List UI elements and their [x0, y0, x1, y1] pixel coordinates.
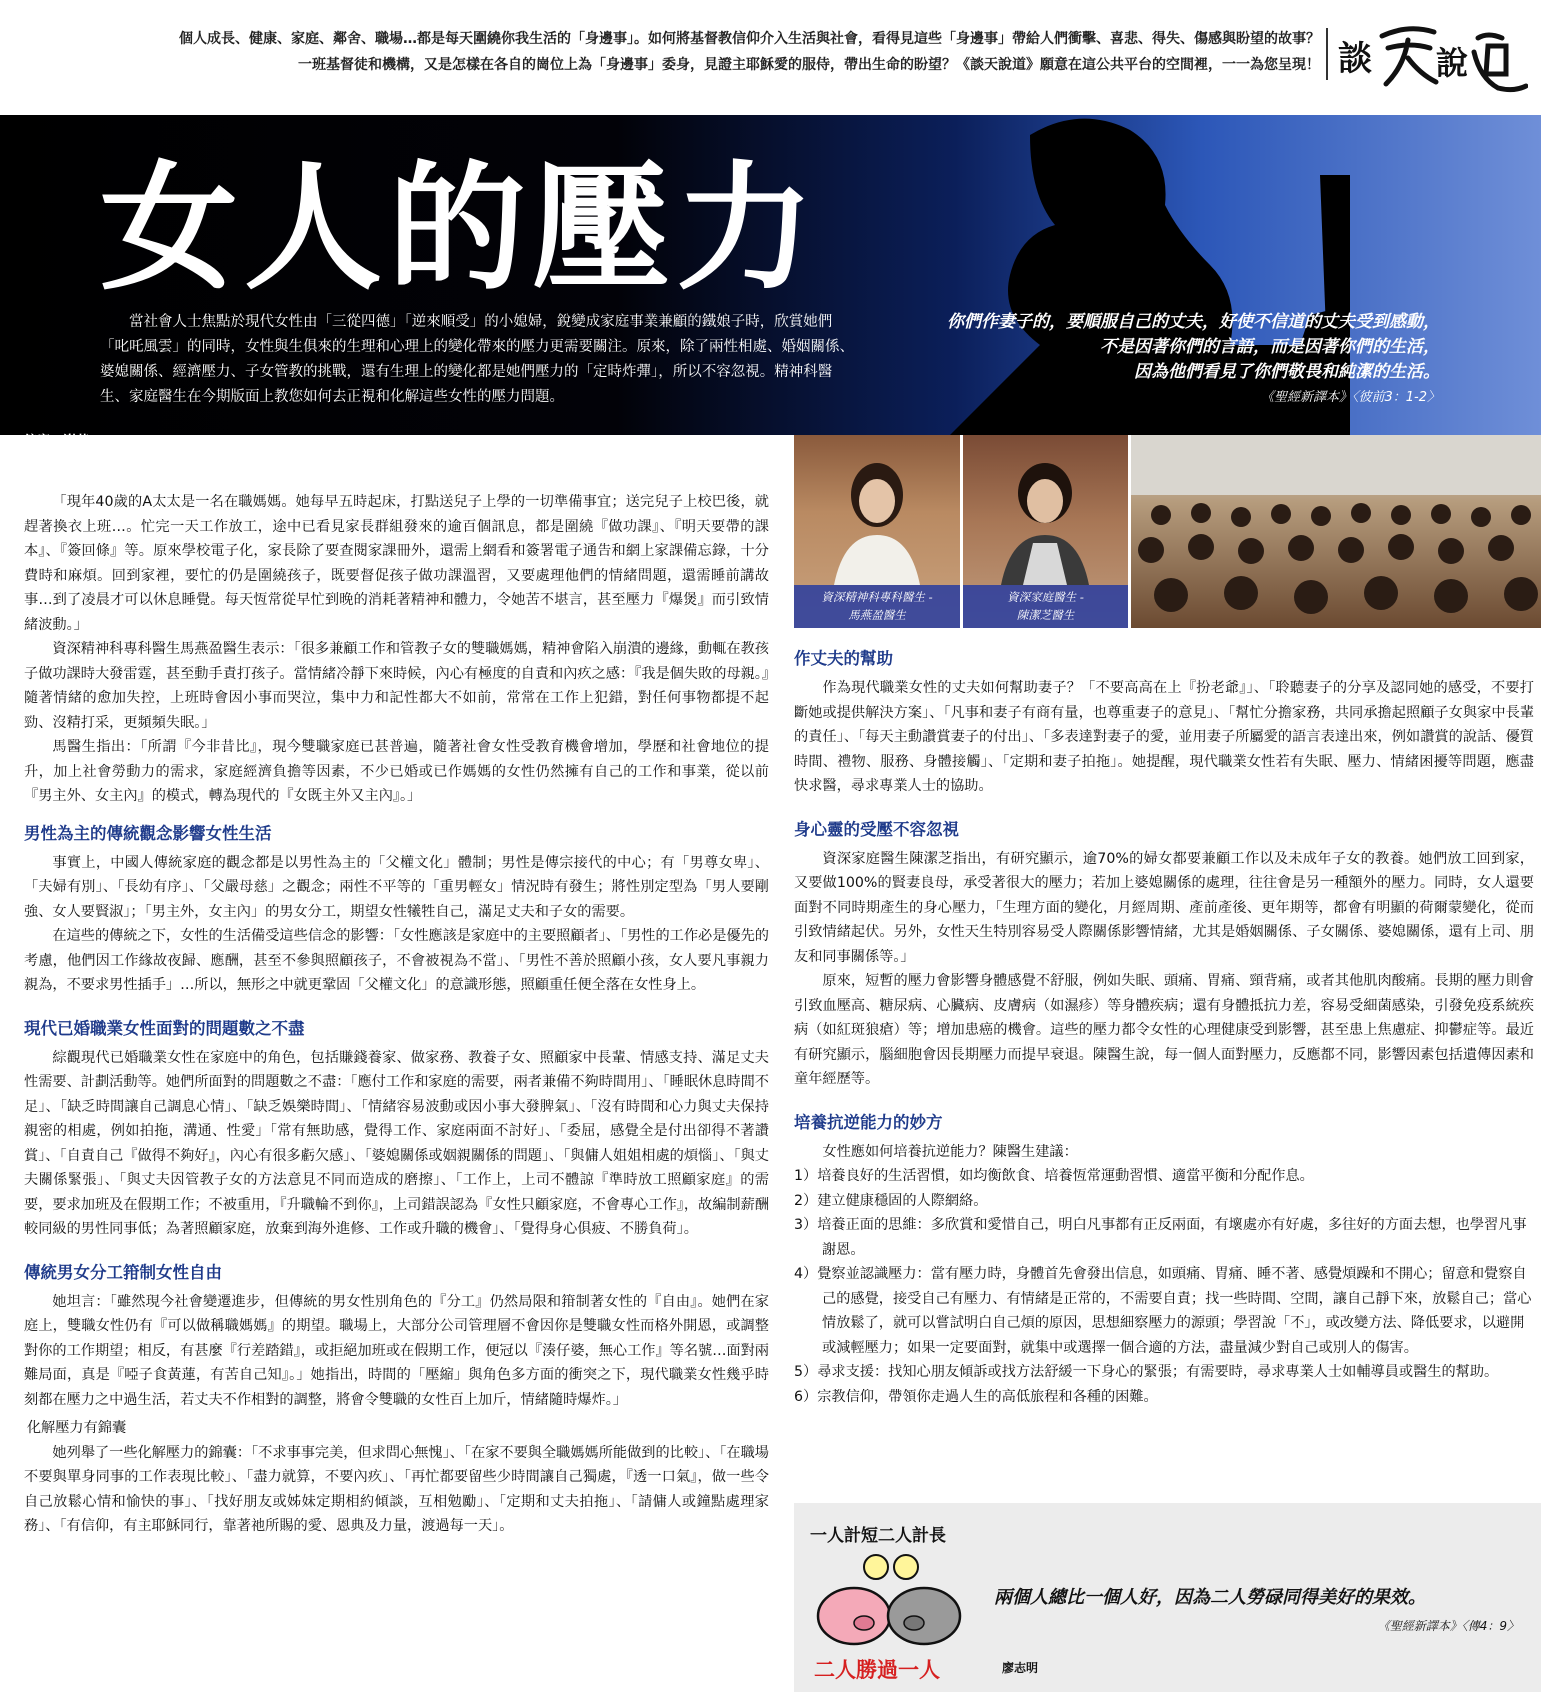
- cartoon-bottom-text: 二人勝過一人: [814, 1658, 940, 1682]
- section-heading: 培養抗逆能力的妙方: [794, 1112, 943, 1132]
- paragraph: 資深家庭醫生陳潔芝指出，有研究顯示，逾70%的婦女都要兼顧工作以及未成年子女的教養。她們放工回到家，又要做100%的賢妻良母，承受著很大的壓力；若加上婆媳關係的處理，往往會是另一種額外的壓力。同時，女人還要面對不同時期產生的身心壓力，「生理方面的變化，月經周期、產前產後、更年期等，都會有明顯的荷爾蒙變化，從而引致情緒起伏。另外，女性天生特別容易受人際關係影響情緒，尤其是婚姻關係、子女關係、婆媳關係，還有上司、朋友和同事關係等。」: [794, 850, 1534, 965]
- paragraph: 在這些的傳統之下，女性的生活備受這些信念的影響：「女性應該是家庭中的主要照顧者」、「男性的工作必是優先的考慮，他們因工作緣故夜歸、應酬，甚至不參與照顧孩子，不會被視為不當」、「男性不善於照顧小孩，女人要凡事親力親為，不要求男性插手」…所以，無形之中就更鞏固「父權文化」的意識形態，照顧重任便全落在女性身上。: [24, 928, 769, 993]
- cartoon-box: [794, 1503, 1541, 1692]
- list-item: 5）尋求支援：找知心朋友傾訴或找方法舒緩一下身心的緊張；有需要時，尋求專業人士如輔導員或醫生的幫助。: [794, 1364, 1499, 1380]
- logo-calligraphy: [1338, 18, 1528, 98]
- two-pigs-cartoon: [806, 1511, 976, 1686]
- byline: 編寫：謝芳: [24, 434, 90, 449]
- header-line-2: 一班基督徒和機構，又是怎樣在各自的崗位上為「身邊事」委身，見證主耶穌愛的服侍，帶出生命的盼望？《談天說道》願意在這公共平台的空間裡，一一為您呈現！: [298, 57, 1320, 73]
- section-heading: 作丈夫的幫助: [794, 649, 893, 668]
- caption-name-1: 馬燕盈醫生: [848, 608, 906, 622]
- paragraph: 馬醫生指出：「所謂『今非昔比』，現今雙職家庭已甚普遍，隨著社會女性受教育機會增加，學歷和社會地位的提升，加上社會勞動力的需求，家庭經濟負擔等因素，不少已婚或已作媽媽的女性仍然擁有自己的工作和事業，從以前『男主外、女主內』的模式，轉為現代的『女既主外又主內』。」: [24, 739, 769, 804]
- doctor-caption-1: [794, 585, 960, 628]
- proverb-reference: 《聖經新譯本》〈傳4：9〉: [1377, 1619, 1519, 1633]
- paragraph: 「現年40歲的A太太是一名在職媽媽。她每早五時起床，打點送兒子上學的一切準備事宜；送完兒子上校巴後，就趕著換衣上班…。忙完一天工作放工，途中已看見家長群組發來的逾百個訊息，都是圍繞『做功課』、『明天要帶的課本』、『簽回條』等。原來學校電子化，家長除了要查閱家課冊外，還需上網看和簽署電子通告和網上家課備忘錄，十分費時和麻煩。回到家裡，要忙的仍是圍繞孩子，既要督促孩子做功課溫習，又要處理他們的情緒問題，還需睡前講故事…到了凌晨才可以休息睡覺。每天恆常從早忙到晚的消耗著精神和體力，令她苦不堪言，甚至壓力『爆煲』而引致情緒波動。」: [24, 494, 769, 633]
- quote-line-2: 不是因著你們的言語，而是因著你們的生活，: [1100, 337, 1440, 357]
- audience-photo: [1131, 435, 1541, 628]
- list-item: 3）培養正面的思維：多欣賞和愛惜自己，明白凡事都有正反兩面，有壞處亦有好處，多往好的方面去想，也學習凡事謝恩。: [794, 1217, 1527, 1258]
- right-column: [794, 646, 1534, 1409]
- list-item: 1）培養良好的生活習慣，如均衡飲食、培養恆常運動習慣、適當平衡和分配作息。: [794, 1168, 1314, 1184]
- header-intro: [120, 26, 1320, 78]
- proverb-quote: 兩個人總比一個人好，因為二人勞碌同得美好的果效。: [994, 1587, 1426, 1608]
- paragraph: 資深精神科專科醫生馬燕盈醫生表示：「很多兼顧工作和管教子女的雙職媽媽，精神會陷入崩潰的邊緣，動輒在教孩子做功課時大發雷霆，甚至動手責打孩子。當情緒冷靜下來時候，內心有極度的自責和內疚之感：『我是個失敗的母親。』隨著情緒的愈加失控，上班時會因小事而哭泣，集中力和記性都大不如前，常常在工作上犯錯，對任何事物都提不起勁、沒精打采，更頻頻失眠。」: [24, 641, 769, 731]
- photo-strip: [794, 435, 1541, 628]
- section-heading: 身心靈的受壓不容忽視: [794, 819, 959, 839]
- svg-text:說: 說: [1436, 44, 1469, 82]
- doctor-photo-2: [963, 435, 1128, 628]
- list-item: 6）宗教信仰，帶領你走過人生的高低旅程和各種的困難。: [794, 1388, 1158, 1405]
- section-heading: 男性為主的傳統觀念影響女性生活: [24, 823, 272, 843]
- svg-text:談: 談: [1338, 39, 1372, 79]
- caption-name-2: 陳潔芝醫生: [1016, 608, 1075, 622]
- paragraph: 綜觀現代已婚職業女性在家庭中的角色，包括賺錢養家、做家務、教養子女、照顧家中長輩、情感支持、滿足丈夫性需要、計劃活動等。她們所面對的問題數之不盡：「應付工作和家庭的需要，兩者兼備不夠時間用」、「睡眠休息時間不足」、「缺乏時間讓自己調息心情」、「缺乏娛樂時間」、「情緒容易波動或因小事大發脾氣」、「沒有時間和心力與丈夫保持親密的相處，例如拍拖，溝通、性愛」「常有無助感，覺得工作、家庭兩面不討好」、「委屈，感覺全是付出卻得不著讚賞」、「自責自己『做得不夠好』，內心有很多虧欠感」、「婆媳關係或姻親關係的問題」、「與傭人姐姐相處的煩惱」、「與丈夫關係緊張」、「與丈夫因管教子女的方法意見不同而造成的磨擦」、「工作上，上司不體諒『準時放工照顧家庭』的需要，要求加班及在假期工作；不被重用，『升職輪不到你』，上司錯誤認為『女性只顧家庭，不會專心工作』，故編制薪酬較同級的男性同事低；為著照顧家庭，放棄到海外進修、工作或升職的機會」、「覺得身心俱疲、不勝負荷」。: [24, 1049, 769, 1237]
- paragraph: 事實上，中國人傳統家庭的觀念都是以男性為主的「父權文化」體制；男性是傳宗接代的中心；有「男尊女卑」、「夫婦有別」、「長幼有序」、「父嚴母慈」之觀念；兩性不平等的「重男輕女」情況時有發生；將性別定型為「男人要剛強、女人要賢淑」；「男主外，女主內」的男女分工，期望女性犧牲自己，滿足丈夫和子女的需要。: [24, 854, 769, 920]
- cartoon-author: 廖志明: [1002, 1661, 1039, 1675]
- section-heading: 現代已婚職業女性面對的問題數之不盡: [24, 1018, 305, 1038]
- paragraph: 作為現代職業女性的丈夫如何幫助妻子？「不要高高在上『扮老爺』」、「聆聽妻子的分享及認同她的感受，不要打斷她或提供解決方案」、「凡事和妻子有商有量，也尊重妻子的意見」、「幫忙分擔家務，共同承擔起照顧子女與家中長輩的責任」、「每天主動讚賞妻子的付出」、「多表達對妻子的愛，並用妻子所屬愛的語言表達出來，例如讚賞的說話、優質時間、禮物、服務、身體接觸」、「定期和妻子拍拖」。她提醒，現代職業女性若有失眠、壓力、情緒困擾等問題，應盡快求醫，尋求專業人士的協助。: [794, 680, 1534, 794]
- header-divider: [1326, 28, 1328, 80]
- doctor-portrait-2: [963, 435, 1128, 585]
- quote-line-3: 因為他們看見了你們敬畏和純潔的生活。: [1134, 362, 1440, 382]
- quote-line-1: 你們作妻子的，要順服自己的丈夫，好使不信道的丈夫受到感動，: [947, 312, 1440, 332]
- left-column: [24, 490, 769, 1539]
- intro-paragraph: 當社會人士焦點於現代女性由「三從四德」「逆來順受」的小媳婦，銳變成家庭事業兼顧的鐵娘子時，欣賞她們「叱吒風雲」的同時，女性與生俱來的生理和心理上的變化帶來的壓力更需要關注。原來，除了兩性相處、婚姻關係、婆媳關係、經濟壓力、子女管教的挑戰，還有生理上的變化都是她們壓力的「定時炸彈」，所以不容忽視。精神科醫生、家庭醫生在今期版面上教您如何去正視和化解這些女性的壓力問題。: [100, 314, 854, 405]
- paragraph: 她列舉了一些化解壓力的錦囊：「不求事事完美，但求問心無愧」、「在家不要與全職媽媽所能做到的比較」、「在職場不要與單身同事的工作表現比較」、「盡力就算，不要內疚」、「再忙都要留些少時間讓自己獨處，『透一口氣』，做一些令自己放鬆心情和愉快的事」、「找好朋友或姊妹定期相約傾談，互相勉勵」、「定期和丈夫拍拖」、「請傭人或鐘點處理家務」、「有信仰，有主耶穌同行，靠著祂所賜的愛、恩典及力量，渡過每一天」。: [24, 1444, 769, 1534]
- caption-title-2: 資深家庭醫生 -: [1007, 590, 1084, 604]
- audience-image: [1131, 435, 1541, 628]
- caption-title-1: 資深精神科專科醫生 -: [821, 590, 933, 604]
- cartoon-top-text: 一人計短二人計長: [810, 1526, 946, 1546]
- page-title: 女人的壓力: [100, 146, 821, 309]
- quote-reference: 《聖經新譯本》〈彼前3：1-2〉: [1260, 390, 1440, 405]
- scripture-quote: [880, 310, 1440, 410]
- doctor-caption-2: [963, 585, 1128, 628]
- hero-banner: [0, 115, 1541, 435]
- header-line-1: 個人成長、健康、家庭、鄰舍、職場…都是每天圍繞你我生活的「身邊事」。如何將基督教信仰介入生活與社會，看得見這些「身邊事」帶給人們衝擊、喜悲、得失、傷感與盼望的故事？: [179, 31, 1320, 47]
- list-item: 4）覺察並認識壓力：當有壓力時，身體首先會發出信息，如頭痛、胃痛、睡不著、感覺煩躁和不開心；留意和覺察自己的感覺，接受自己有壓力、有情緒是正常的，不需要自責；找一些時間、空間，讓自己靜下來，放鬆自己；當心情放鬆了，就可以嘗試明白自己煩的原因，思想細察壓力的源頭；學習說「不」，或改變方法、降低要求，以避開或減輕壓力；如果一定要面對，就集中或選擇一個合適的方法，盡量減少對自己或別人的傷害。: [794, 1266, 1532, 1356]
- list-item: 2）建立健康穩固的人際網絡。: [794, 1192, 988, 1209]
- paragraph: 原來，短暫的壓力會影響身體感覺不舒服，例如失眠、頭痛、胃痛、頸背痛，或者其他肌肉酸痛。長期的壓力則會引致血壓高、糖尿病、心臟病、皮膚病（如濕疹）等身體疾病；還有身體抵抗力差，容易受細菌感染，引發免疫系統疾病（如紅斑狼瘡）等；增加患癌的機會。這些的壓力都令女性的心理健康受到影響，甚至患上焦慮症、抑鬱症等。最近有研究顯示，腦細胞會因長期壓力而提早衰退。陳醫生說，每一個人面對壓力，反應都不同，影響因素包括遺傳因素和童年經歷等。: [794, 973, 1534, 1087]
- doctor-portrait-1: [794, 435, 960, 585]
- doctor-photo-1: [794, 435, 960, 628]
- column-logo: [1338, 18, 1528, 98]
- tips-list: [794, 1164, 1534, 1409]
- paragraph: 女性應如何培養抗逆能力？陳醫生建議：: [822, 1143, 1078, 1160]
- paragraph: 她坦言：「雖然現今社會變遷進步，但傳統的男女性別角色的『分工』仍然局限和箝制著女性的『自由』。她們在家庭上，雙職女性仍有『可以做稱職媽媽』的期望。職場上，大部分公司管理層不會因你是雙職女性而格外開恩，或調整對你的工作期望；相反，有甚麼『行差踏錯』，或拒絕加班或在假期工作，便冠以『湊仔婆，無心工作』等名號…面對兩難局面，真是『啞子食黃蓮，有苦自己知』。」她指出，時間的「壓縮」與角色多方面的衝突之下，現代職業女性幾乎時刻都在壓力之中過生活，若丈夫不作相對的調整，將會令雙職的女性百上加斤，情緒隨時爆炸。」: [24, 1293, 769, 1408]
- subheading: 化解壓力有錦囊: [26, 1420, 127, 1436]
- section-heading: 傳統男女分工箝制女性自由: [24, 1262, 222, 1282]
